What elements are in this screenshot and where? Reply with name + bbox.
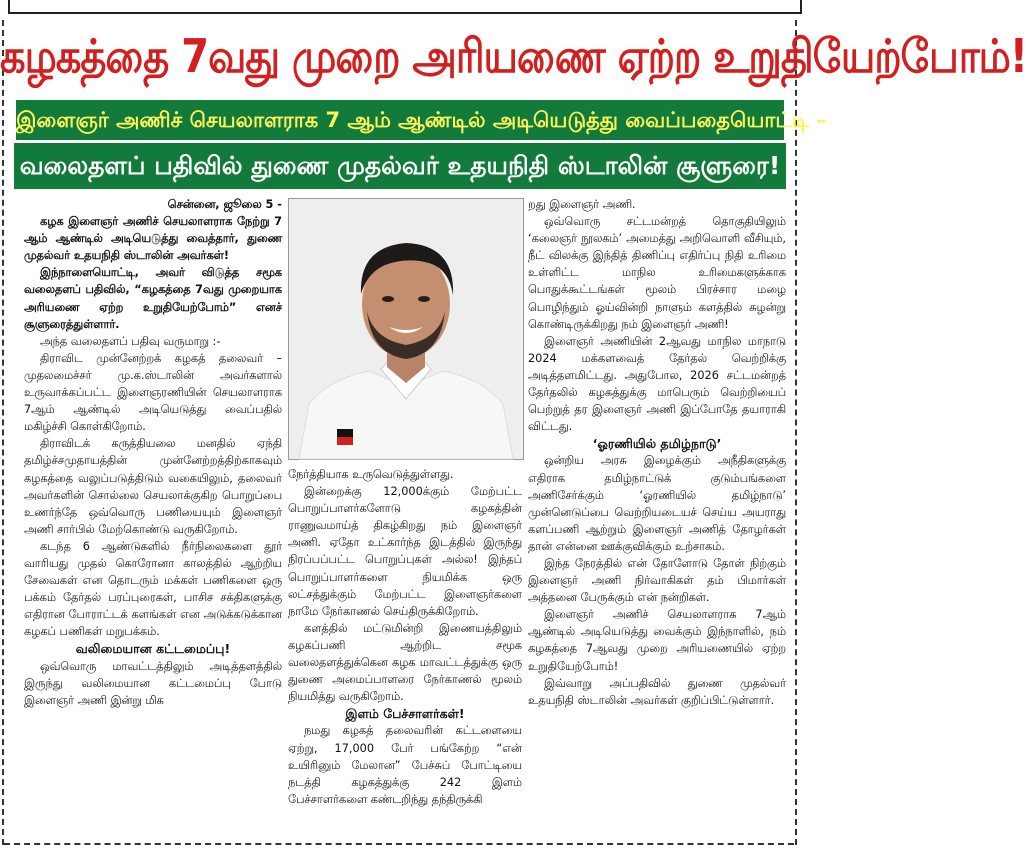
- left-dashed-border: [2, 20, 4, 845]
- paragraph: றது இளைஞர் அணி.: [528, 198, 636, 211]
- headline: கழகத்தை 7வது முறை அரியணை ஏற்ற உறுதியேற்போம்!: [0, 30, 1027, 84]
- paragraph: கடந்த 6 ஆண்டுகளில் நீர்நிலைகளை தூர் வாரியது முதல் கொரோனா காலத்தில் ஆற்றிய சேவைகள் என தொடரும் மக்கள் பணிகளை ஒரு பக்கம் தேர்தல் பரப்புரைகள், பாசிச சக்திகளுக்கு எதிரான போராட்டக் களங்கள் என அடுக்கடுக்கான கழகப் பணிகள் மறுபக்கம்.: [24, 539, 282, 639]
- column-3: [528, 196, 786, 709]
- paragraph: நமது கழகத் தலைவரின் கட்டளையை ஏற்று, 17,000 பேர் பங்கேற்ற “என் உயிரினும் மேலான” பேச்சுப் போட்டியை நடத்தி கழகத்துக்கு 242 இளம் பேச்சாளர்களை கண்டறிந்து தந்திருக்கி: [288, 724, 522, 806]
- previous-article-strip: [0, 0, 800, 22]
- paragraph: இன்றைக்கு 12,000க்கும் மேற்பட்ட பொறுப்பாளர்களோடு கழகத்தின் ராணுவமாய்த் திகழ்கிறது நம் இளைஞர் அணி. ஏதோ உட்கார்ந்த இடத்தில் இருந்து நிரப்பப்பட்ட பொறுப்புகள் அல்ல! இந்தப் பொறுப்பாளர்களை நியமிக்க ஒரு லட்சத்துக்கும் மேற்பட்ட இளைஞர்களை நாமே நேர்காணல் செய்திருக்கிறோம்.: [288, 485, 522, 618]
- previous-article-box: [8, 0, 802, 14]
- portrait-illustration: [289, 199, 523, 459]
- paragraph: களத்தில் மட்டுமின்றி இணையத்திலும் கழகப்பணி ஆற்றிட சமூக வலைதளத்துக்கென கழக மாவட்டத்துக்கு ஒரு துணை அமைப்பாளரை நேர்காணல் மூலம் நியமித்து வருகிறோம்.: [288, 621, 522, 704]
- dateline: சென்னை, ஜூலை 5 -: [167, 198, 282, 211]
- subheading: ‘ஓரணியில் தமிழ்நாடு’: [592, 436, 722, 452]
- paragraph: அந்த வலைதளப் பதிவு வருமாறு :-: [40, 334, 221, 348]
- paragraph: இந்த நேரத்தில் என் தோளோடு தோள் நிற்கும் இளைஞர் அணி நிர்வாகிகள் தம் பிமார்கள் அத்தனை பேருக்கும் என் நன்றிகள்.: [528, 556, 786, 605]
- paragraph: ஒவ்வொரு மாவட்டத்திலும் அடித்தளத்தில் இருந்து வலிமையான கட்டமைப்பு போடு இளைஞர் அணி இன்று மிக: [24, 659, 282, 707]
- paragraph: கழக இளைஞர் அணிச் செயலாளராக நேற்று 7 ஆம் ஆண்டில் அடியெடுத்து வைத்தார், துணை முதல்வர் உதயநிதி ஸ்டாலின் அவர்கள்!: [24, 215, 282, 263]
- paragraph: ஒவ்வொரு சட்டமன்றத் தொகுதியிலும் ‘கலைஞர் நூலகம்’ அமைத்து அறிவொளி வீசியும், நீட் விலக்கு இந்தித் திணிப்பு எதிர்ப்பு நிதி உரிமை உள்ளிட்ட மாநில உரிமைகளுக்காக பொதுக்கூட்டங்கள் மூலம் பிரச்சார மழை பொழிந்தும் ஓய்வின்றி நாளும் களத்தில் சுழன்று கொண்டிருக்கிறது நம் இளைஞர் அணி!: [528, 215, 786, 331]
- paragraph: திராவிட முன்னேற்றக் கழகத் தலைவர் – முதலமைச்சர் மு.க.ஸ்டாலின் அவர்களால் உருவாக்கப்பட்ட இளைஞரணியின் செயலாளராக 7ஆம் ஆண்டில் அடியெடுத்து வைப்பதில் மகிழ்ச்சி கொள்கிறோம்.: [24, 351, 282, 434]
- subheading: இளம் பேச்சாளர்கள்!: [345, 706, 465, 722]
- paragraph: திராவிடக் கருத்தியலை மனதில் ஏந்தி தமிழ்ச்சமுதாயத்தின் முன்னேற்றத்திற்காகவும் கழகத்தை வலுப்படுத்திடும் வகையிலும், தலைவர் அவர்களின் சொல்லை செயலாக்குகிற பொறுப்பை உணர்ந்தே ஒவ்வொரு பணியையும் இளைஞர் அணி சார்பில் மேற்கொண்டு வருகிறோம்.: [24, 437, 282, 536]
- subheading: வலிமையான கட்டமைப்பு!: [75, 641, 231, 657]
- paragraph: ஒன்றிய அரசு இழைக்கும் அநீதிகளுக்கு எதிராக தமிழ்நாட்டுக் குடும்பங்களை அணிசேர்க்கும் ‘ஓரணியில் தமிழ்நாடு’ முன்னெடுப்பை வெற்றியடையச் செய்ய அயராது களப்பணி ஆற்றும் இளைஞர் அணித் தோழர்கள் தான் என்னை ஊக்குவிக்கும் உற்சாகம்.: [528, 454, 786, 553]
- paragraph: இளைஞர் அணிச் செயலாளராக 7ஆம் ஆண்டில் அடியெடுத்து வைக்கும் இந்நாளில், நம் கழகத்தை 7ஆவது முறை அரியணையில் ஏற்ற உறுதியேற்போம்!: [528, 608, 786, 673]
- subhead-bar-2: வலைதளப் பதிவில் துணை முதல்வர் உதயநிதி ஸ்டாலின் சூளுரை!: [14, 143, 786, 189]
- paragraph: இவ்வாறு அப்பதிவில் துணை முதல்வர் உதயநிதி ஸ்டாலின் அவர்கள் குறிப்பிட்டுள்ளார்.: [528, 676, 786, 707]
- bottom-dashed-border: [4, 843, 794, 845]
- column-1: [24, 196, 282, 709]
- subhead-bar-1: இளைஞர் அணிச் செயலாளராக 7 ஆம் ஆண்டில் அடியெடுத்து வைப்பதையொட்டி –: [16, 100, 784, 140]
- right-dashed-border: [795, 20, 797, 845]
- paragraph: நேர்த்தியாக உருவெடுத்துள்ளது.: [288, 468, 454, 481]
- paragraph: இந்நாளையொட்டி, அவர் விடுத்த சமூக வலைதளப் பதிவில், “கழகத்தை 7வது முறையாக அரியணை ஏற்ற உறுதியேற்போம்” எனச் சூளுரைத்துள்ளார்.: [24, 266, 282, 331]
- column-2: [288, 466, 522, 808]
- paragraph: இளைஞர் அணியின் 2ஆவது மாநில மாநாடு 2024 மக்களவைத் தேர்தல் வெற்றிக்கு அடித்தளமிட்டது. அதுபோல, 2026 சட்டமன்றத் தேர்தலில் கழகத்துக்கு மாபெரும் வெற்றியைப் பெற்றுத் தர இளைஞர் அணி இப்போதே தயாராகி விட்டது.: [528, 334, 786, 434]
- portrait-photo: [288, 198, 524, 460]
